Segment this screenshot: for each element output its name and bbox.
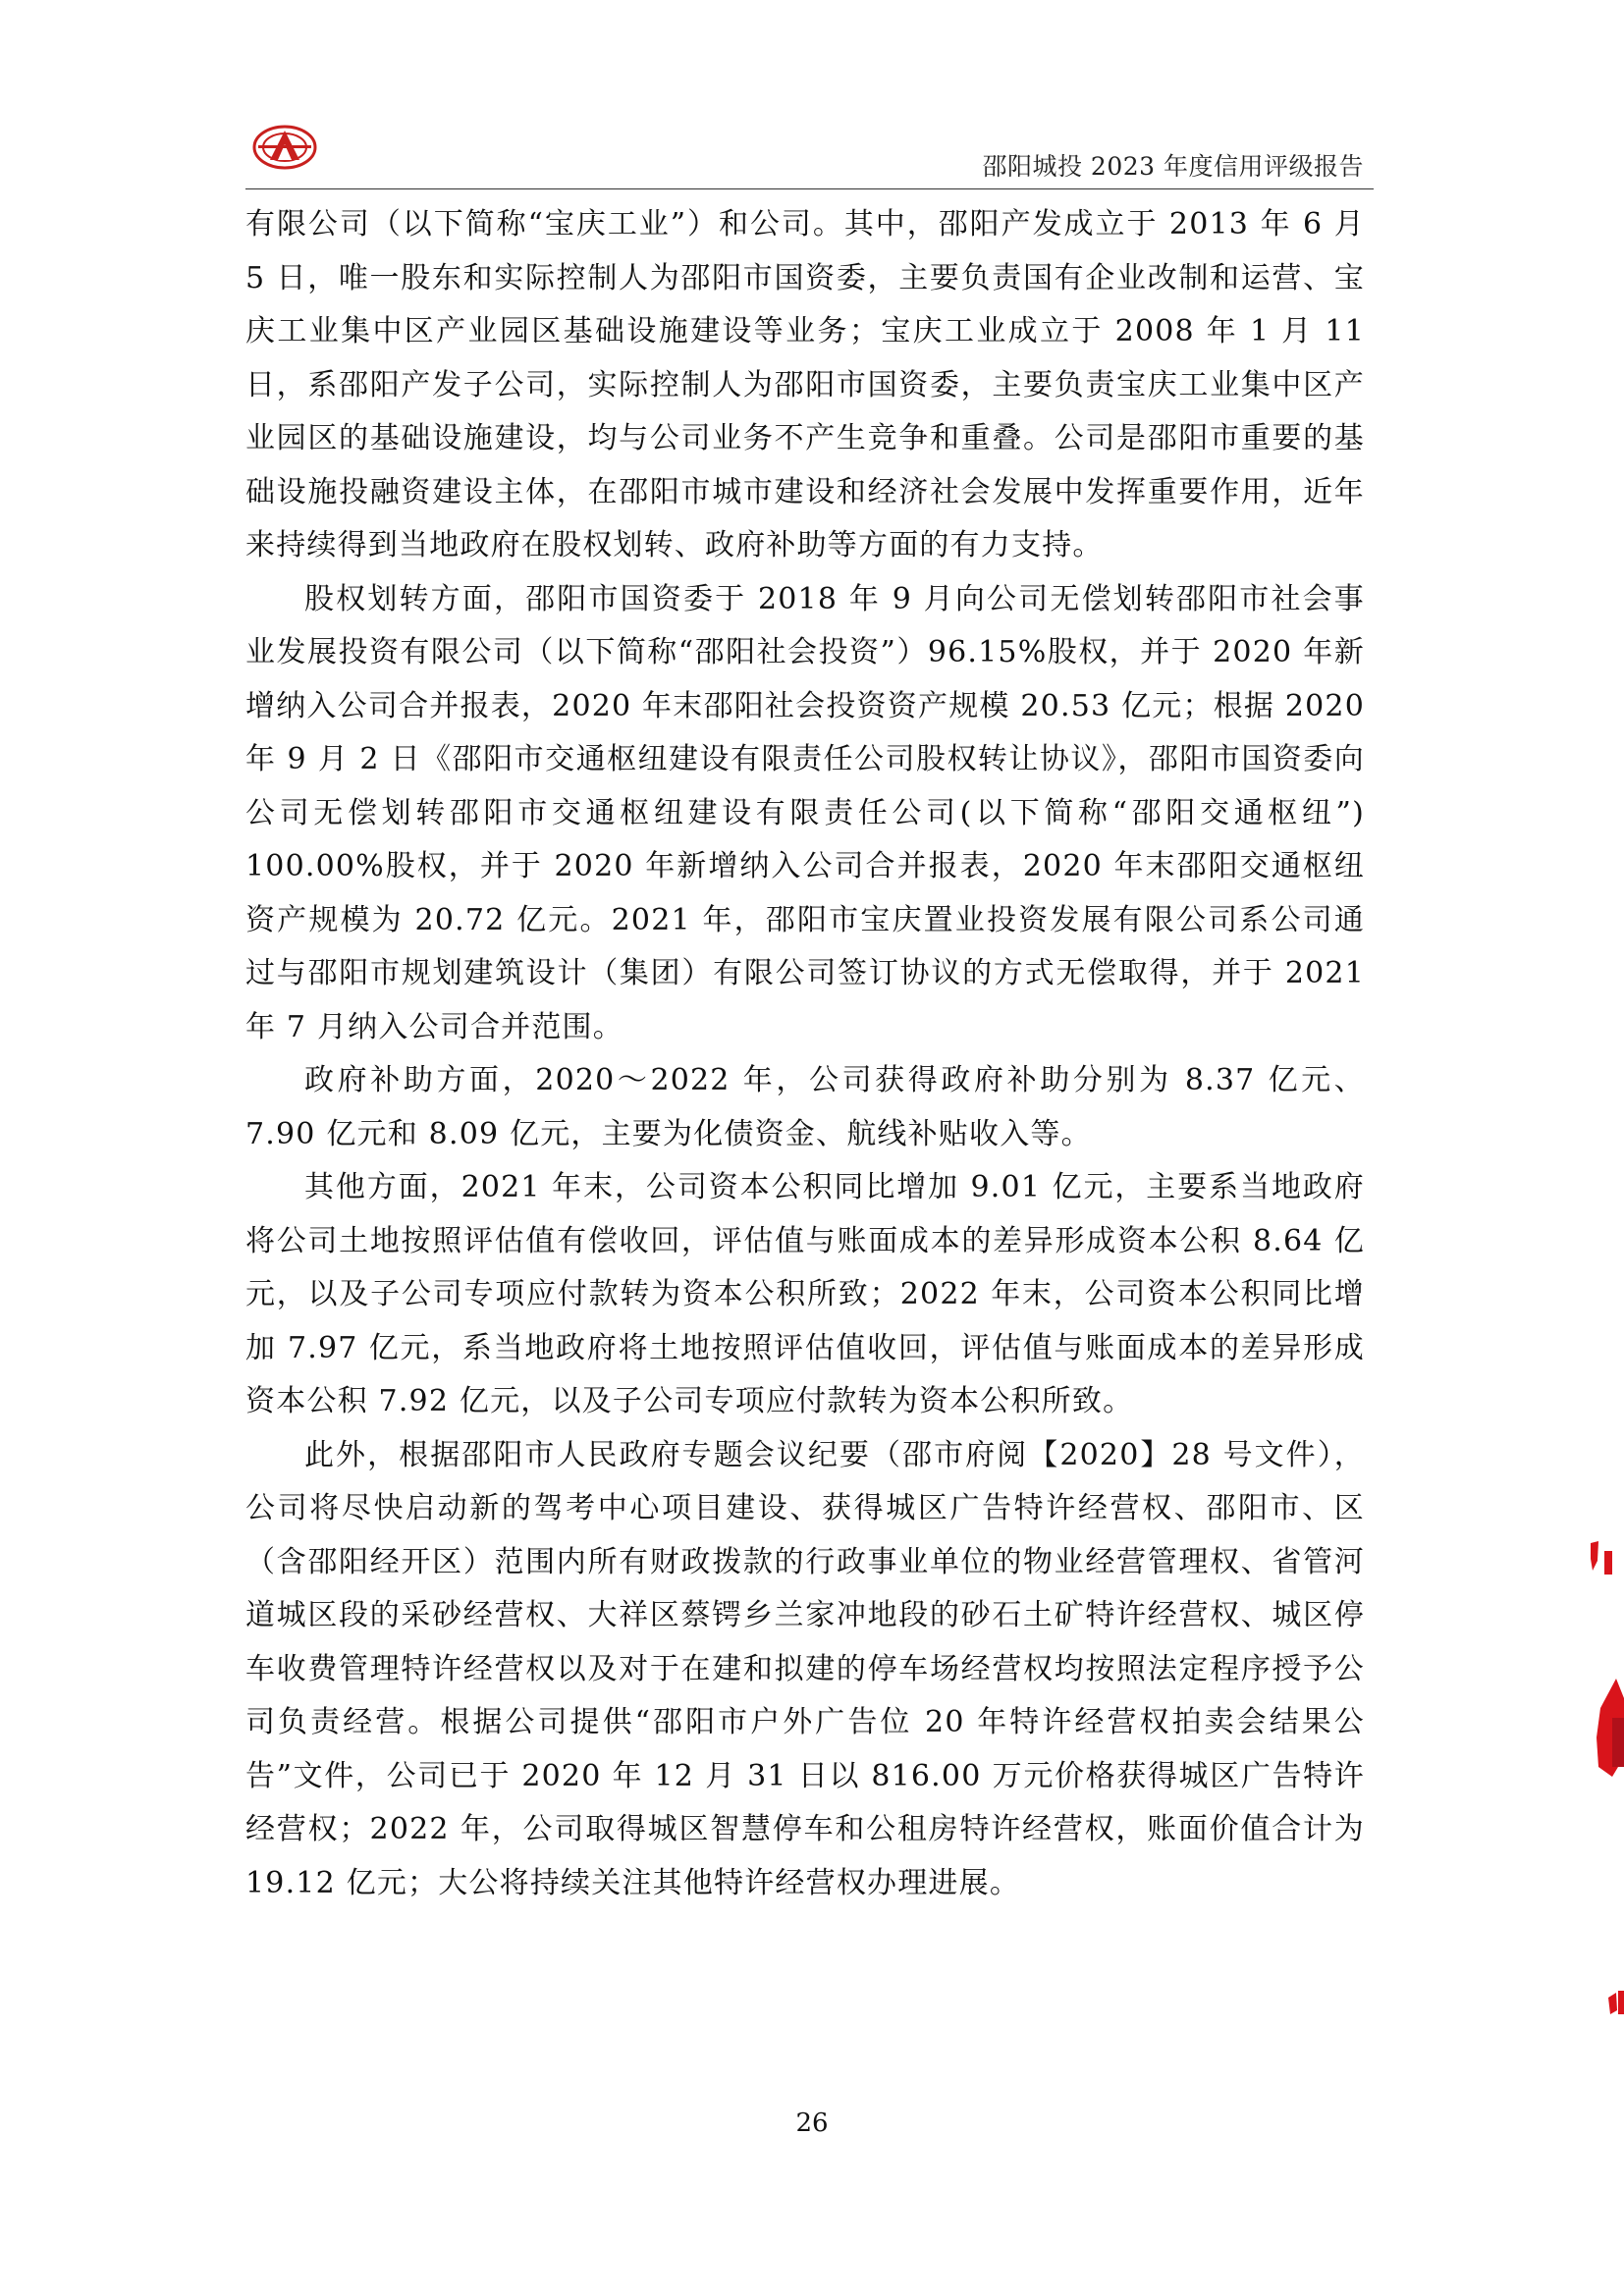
company-logo-icon bbox=[250, 123, 319, 172]
paragraph-other-aspects: 其他方面，2021 年末，公司资本公积同比增加 9.01 亿元，主要系当地政府将公司土地按照评估值有偿收回，评估值与账面成本的差异形成资本公积 8.64 亿元，以及子公司专项应付款转为资本公积所致；2022 年末，公司资本公积同比增加 7.97 亿元，系当地政府将土地按照评估值收回，评估值与账面成本的差异形成资本公积 7.92 亿元，以及子公司专项应付款转为资本公积所致。 bbox=[245, 1170, 1365, 1418]
seal-stamp-fragment-icon bbox=[1569, 1531, 1624, 2218]
paragraph-equity-transfer: 股权划转方面，邵阳市国资委于 2018 年 9 月向公司无偿划转邵阳市社会事业发展投资有限公司（以下简称“邵阳社会投资”）96.15%股权，并于 2020 年新增纳入公司合并报表，2020 年末邵阳社会投资资产规模 20.53 亿元；根据 2020 年 9 月 2 日《邵阳市交通枢纽建设有限责任公司股权转让协议》，邵阳市国资委向公司无偿划转邵阳市交通枢纽建设有限责任公司(以下简称“邵阳交通枢纽”) 100.00%股权，并于 2020 年新增纳入公司合并报表，2020 年末邵阳交通枢纽资产规模为 20.72 亿元。2021 年，邵阳市宝庆置业投资发展有限公司系公司通过与邵阳市规划建筑设计（集团）有限公司签订协议的方式无偿取得，并于 2021 年 7 月纳入公司合并范围。 bbox=[245, 581, 1365, 1044]
paragraph-government-subsidy: 政府补助方面，2020～2022 年，公司获得政府补助分别为 8.37 亿元、7.90 亿元和 8.09 亿元，主要为化债资金、航线补贴收入等。 bbox=[245, 1063, 1365, 1151]
paragraph-franchise-rights: 此外，根据邵阳市人民政府专题会议纪要（邵市府阅【2020】28 号文件），公司将尽快启动新的驾考中心项目建设、获得城区广告特许经营权、邵阳市、区（含邵阳经开区）范围内所有财政拨款的行政事业单位的物业经营管理权、省管河道城区段的采砂经营权、大祥区蔡锷乡兰家冲地段的砂石土矿特许经营权、城区停车收费管理特许经营权以及对于在建和拟建的停车场经营权均按照法定程序授予公司负责经营。根据公司提供“邵阳市户外广告位 20 年特许经营权拍卖会结果公告”文件，公司已于 2020 年 12 月 31 日以 816.00 万元价格获得城区广告特许经营权；2022 年，公司取得城区智慧停车和公租房特许经营权，账面价值合计为 19.12 亿元；大公将持续关注其他特许经营权办理进展。 bbox=[245, 1437, 1365, 1900]
paragraph-continued: 有限公司（以下简称“宝庆工业”）和公司。其中，邵阳产发成立于 2013 年 6 月 5 日，唯一股东和实际控制人为邵阳市国资委，主要负责国有企业改制和运营、宝庆工业集中区产业园区基础设施建设等业务；宝庆工业成立于 2008 年 1 月 11 日，系邵阳产发子公司，实际控制人为邵阳市国资委，主要负责宝庆工业集中区产业园区的基础设施建设，均与公司业务不产生竞争和重叠。公司是邵阳市重要的基础设施投融资建设主体，在邵阳市城市建设和经济社会发展中发挥重要作用，近年来持续得到当地政府在股权划转、政府补助等方面的有力支持。 bbox=[245, 207, 1365, 562]
page-number: 26 bbox=[795, 2109, 829, 2138]
report-body bbox=[245, 198, 1365, 1910]
header-title: 邵阳城投 2023 年度信用评级报告 bbox=[982, 152, 1364, 181]
header-divider bbox=[245, 188, 1374, 189]
